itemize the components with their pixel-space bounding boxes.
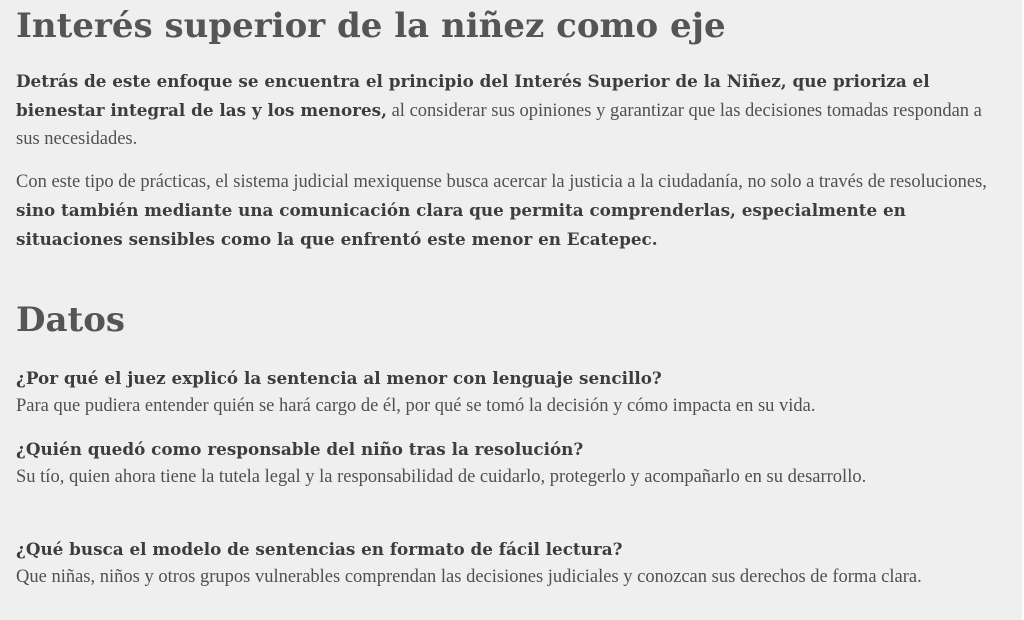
section-heading-interes-superior: Interés superior de la niñez como eje [16, 6, 726, 46]
section-heading-datos: Datos [16, 300, 126, 340]
faq-answer: Que niñas, niños y otros grupos vulnerables comprendan las decisiones judiciales y conozcan sus derechos de forma clara. [16, 567, 922, 587]
faq-question: ¿Quién quedó como responsable del niño tras la resolución? [16, 439, 584, 459]
paragraph-principio-text: al considerar sus opiniones y garantizar que las decisiones tomadas respondan a sus necesidades. [16, 101, 982, 149]
paragraph-practicas-bold: sino también mediante una comunicación clara que permita comprenderlas, especialmente en situaciones sensibles como la que enfrentó este menor en Ecatepec. [16, 200, 906, 249]
paragraph-practicas-text: Con este tipo de prácticas, el sistema judicial mexiquense busca acercar la justicia a la ciudadanía, no solo a través de resoluciones, [16, 172, 987, 192]
faq-answer: Su tío, quien ahora tiene la tutela legal y la responsabilidad de cuidarlo, protegerlo y acompañarlo en su desarrollo. [16, 467, 867, 487]
faq-question: ¿Qué busca el modelo de sentencias en formato de fácil lectura? [16, 539, 623, 559]
paragraph-practicas [16, 168, 1006, 254]
faq-item [16, 364, 1006, 420]
faq-item [16, 435, 1006, 491]
faq-question: ¿Por qué el juez explicó la sentencia al menor con lenguaje sencillo? [16, 368, 662, 388]
faq-answer: Para que pudiera entender quién se hará cargo de él, por qué se tomó la decisión y cómo impacta en su vida. [16, 396, 816, 416]
paragraph-principio [16, 67, 1006, 153]
paragraph-principio-bold: Detrás de este enfoque se encuentra el principio del Interés Superior de la Niñez, que prioriza el bienestar integral de las y los menores, [16, 71, 930, 120]
faq-item [16, 535, 1006, 591]
